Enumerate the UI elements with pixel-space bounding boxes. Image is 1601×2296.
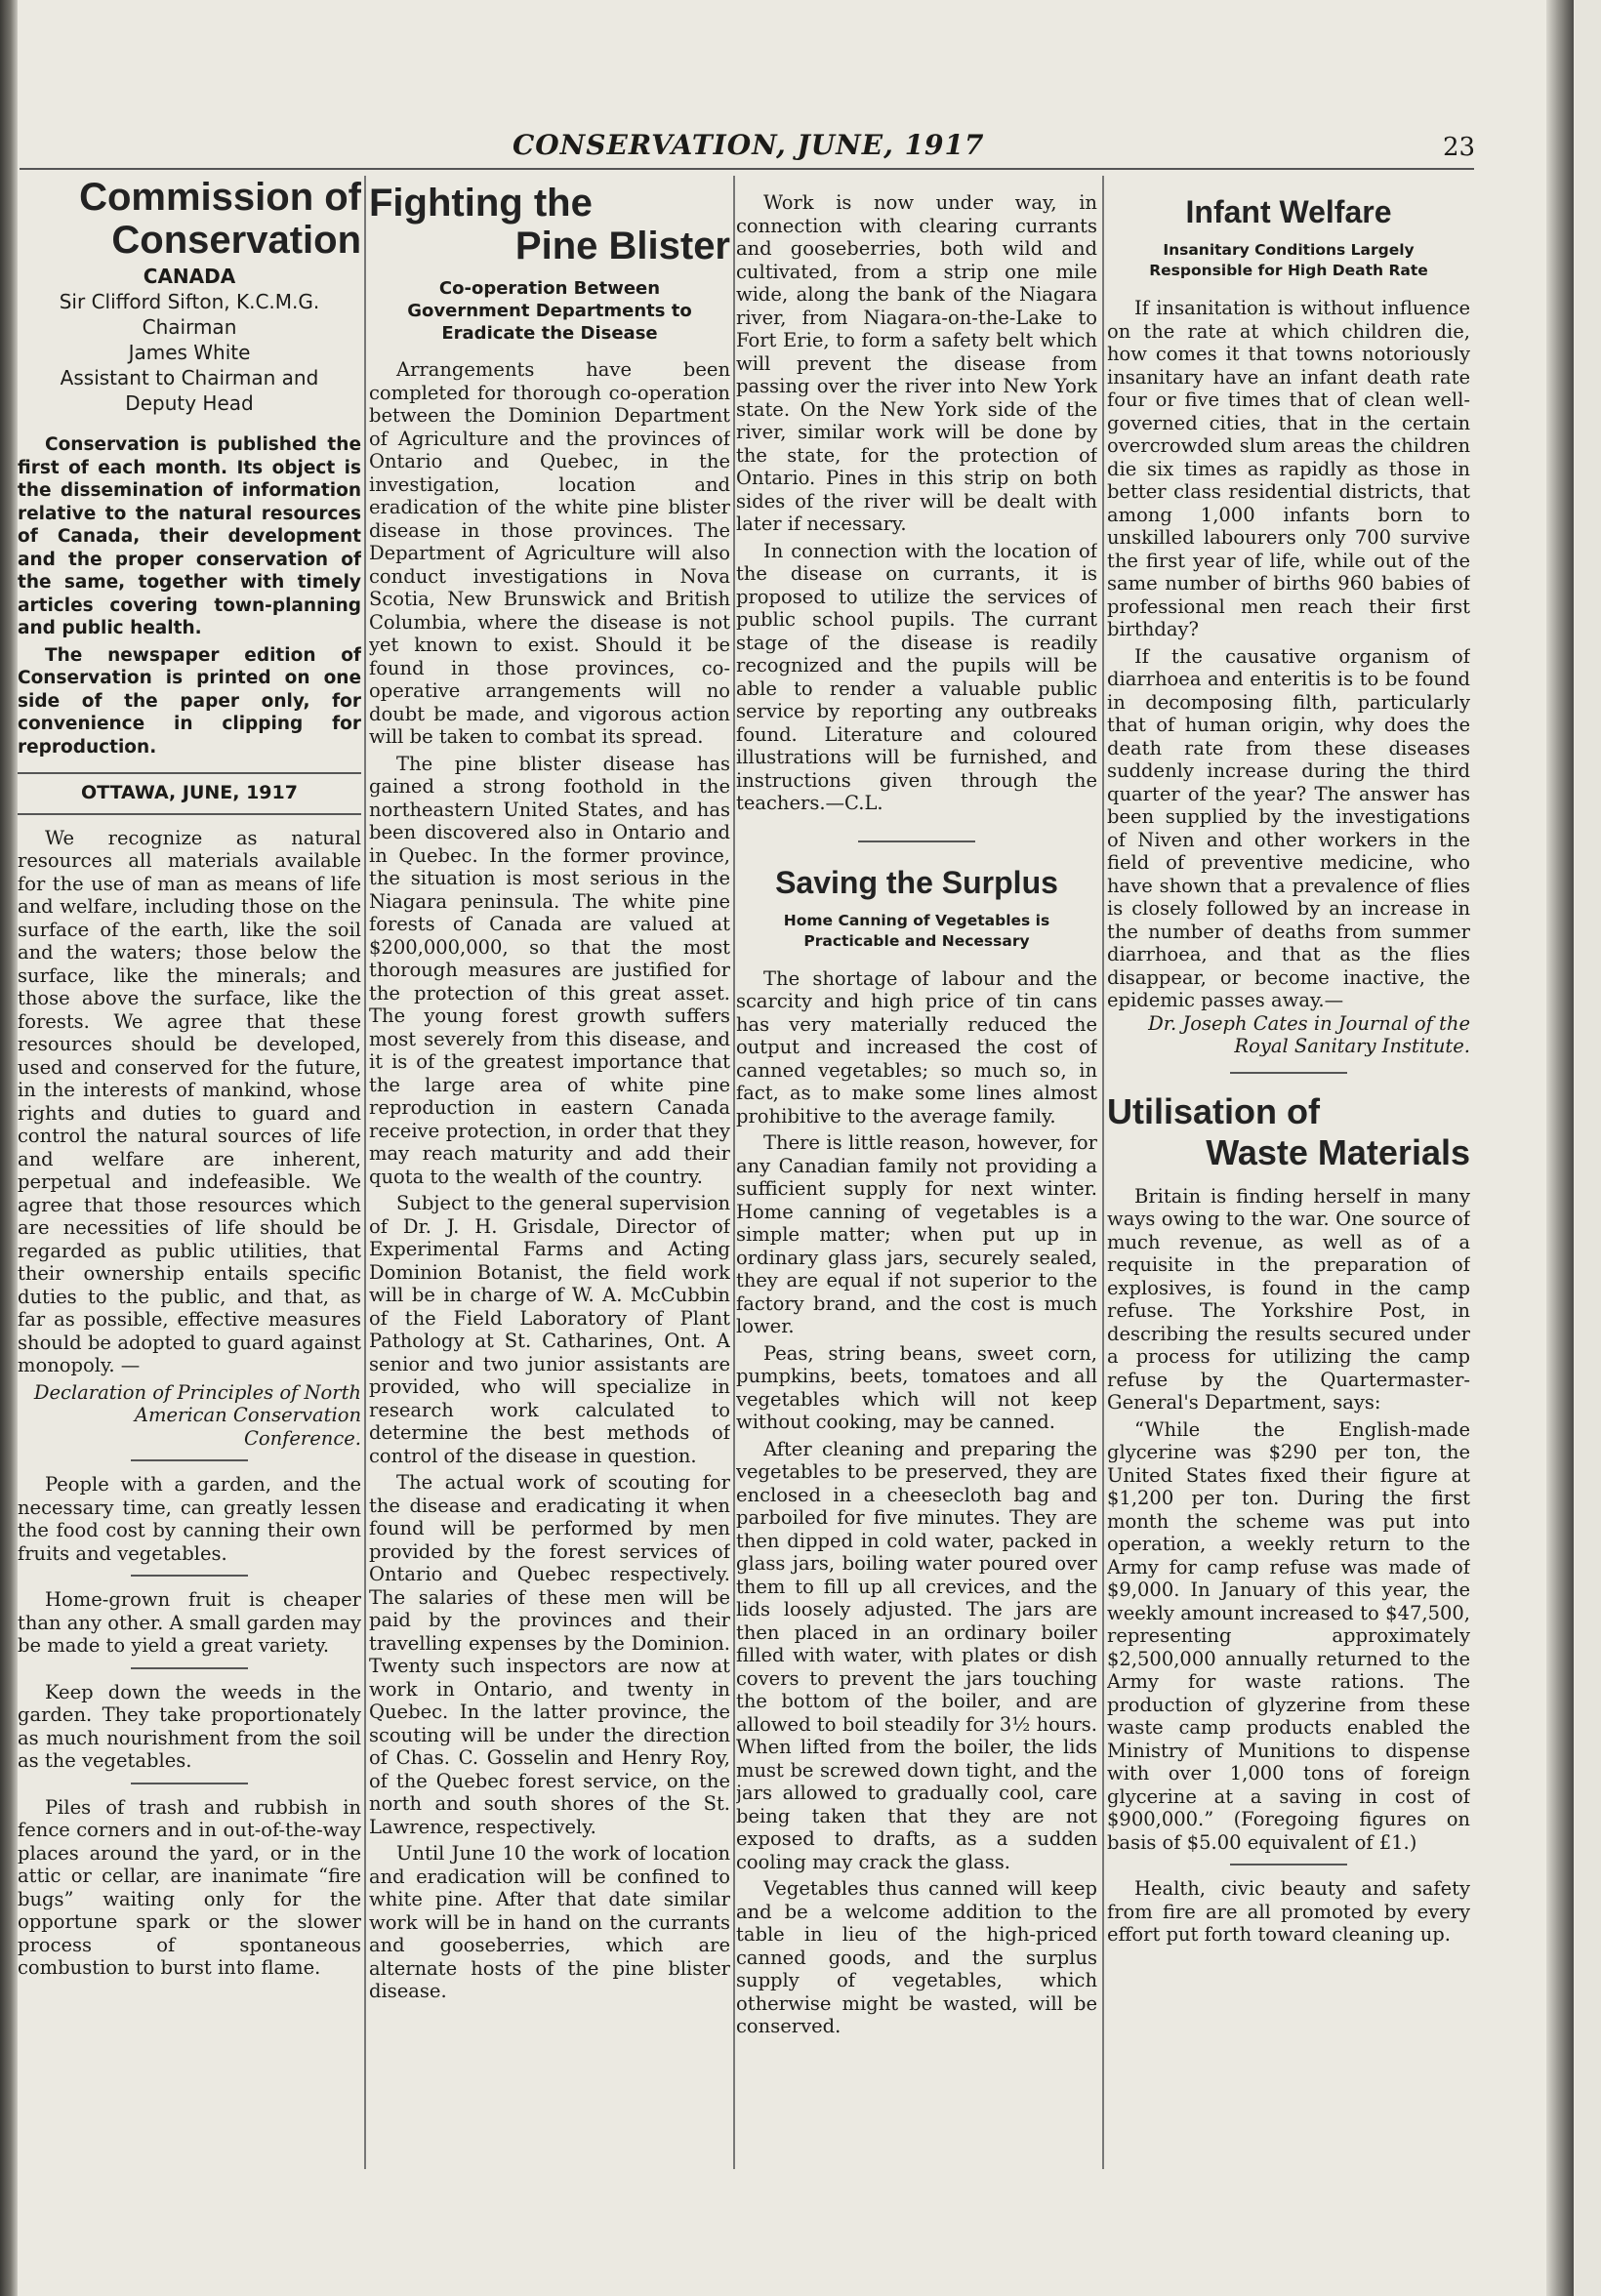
article-paragraph: Peas, string beans, sweet corn, pumpkins, beets, tomatoes and all vegetables which will not keep without cooking, may be canned.: [736, 1341, 1097, 1433]
page-edge: [1546, 0, 1574, 2296]
article-paragraph: The actual work of scouting for the disease and eradicating it when found will be performed by men provided by the forest services of Ontario and Quebec respectively. The salaries of these men will be paid by the provinces and their travelling expenses by the Dominion. Twenty such inspectors are now at work in Ontario, and twenty in Quebec. In the latter province, the scouting will be under the direction of Chas. C. Gosselin and Henry Roy, of the Quebec forest service, on the north and south shores of the St. Lawrence, respectively.: [369, 1471, 730, 1838]
article-paragraph: Vegetables thus canned will keep and be a welcome addition to the table in lieu of the high-priced canned goods, and the surplus supply of vegetables, which otherwise might be wasted, will be conserved.: [736, 1877, 1097, 2037]
dateline: OTTAWA, JUNE, 1917: [18, 772, 361, 815]
column-rule: [1102, 176, 1104, 2169]
article-subhead: Co-operation Between Government Departments to Eradicate the Disease: [407, 278, 692, 344]
assistant-title-line2: Deputy Head: [125, 391, 254, 415]
article-paragraph: There is little reason, however, for any Canadian family not providing a sufficient supply for next winter. Home canning of vegetables is a simple matter; when put up in ordinary glass jars, securely sealed, they are equal if not superior to the factory brand, and the cost is much lower.: [736, 1131, 1097, 1337]
masthead-title-line2: Conservation: [111, 219, 361, 262]
assistant-title-line1: Assistant to Chairman and: [60, 366, 319, 390]
article-paragraph: In connection with the location of the disease on currants, it is proposed to utilize the services of public school pupils. The currant stage of the disease is readily recognized and the pupils will be able to render a valuable public service by reporting any outbreaks found. Literature and coloured illustrations will be furnished, and instructions given through the teachers.—C.L.: [736, 539, 1097, 814]
header-rule: [20, 168, 1474, 170]
article-source: Dr. Joseph Cates in Journal of the Royal Sanitary Institute.: [1148, 1011, 1470, 1057]
article-paragraph: Work is now under way, in connection with clearing currants and gooseberries, both wild and cultivated, from a strip one mile wide, along the bank of the Niagara river, from Niagara-on-the-Lake to Fort Erie, to form a safety belt which will prevent the disease from passing over the river into New York state. On the New York side of the river, similar work will be done by the state, for the protection of Ontario. Pines in this strip on both sides of the river will be dealt with later if necessary.: [736, 191, 1097, 535]
chairman-title: Chairman: [142, 315, 237, 339]
masthead-title-line1: Commission of: [79, 176, 361, 219]
assistant-name: James White: [128, 341, 251, 364]
divider: [131, 1783, 248, 1784]
article-paragraph: The pine blister disease has gained a strong foothold in the northeastern United States, and has been discovered also in Ontario and in Quebec. In the former province, the situation is most serious in the Niagara peninsula. The white pine forests of Canada are valued at $200,000,000, so that the most thorough measures are justified for the protection of this great asset. The young forest growth suffers most severely from this disease, and it is of the greatest importance that the large area of white pine reproduction in eastern Canada receive protection, in order that they may reach maturity and add their quota to the wealth of the country.: [369, 752, 730, 1188]
declaration-source: Declaration of Principles of North American Conservation Conference.: [33, 1380, 361, 1450]
running-head: CONSERVATION, JUNE, 1917: [513, 129, 985, 161]
article-title-line1: Fighting the: [369, 182, 593, 225]
page-number: 23: [1443, 133, 1476, 162]
column-rule: [733, 176, 735, 2169]
column-pine-blister: [369, 176, 730, 2169]
article-title-line1: Utilisation of: [1107, 1090, 1320, 1131]
declaration-text: We recognize as natural resources all materials available for the use of man as means of life and welfare, including those on the surface of the earth, like the soil and the waters; those below the surface, like the minerals; and those above the surface, like the forests. We agree that these resources should be developed, used and conserved for the future, in the interests of mankind, whose rights and duties to guard and control the natural sources of life and welfare are inherent, perpetual and indefeasible. We agree that those resources which are necessities of life should be regarded as public utilities, that their ownership entails specific duties to the public, and that, as far as possible, effective measures should be adopted to guard against monopoly. —: [18, 826, 361, 1376]
divider: [131, 1667, 248, 1669]
article-title-line2: Waste Materials: [1206, 1131, 1470, 1172]
article-paragraph: After cleaning and preparing the vegetables to be preserved, they are enclosed in a cheesecloth bag and parboiled for five minutes. They are then dipped in cold water, packed in glass jars, boiling water poured over them to fill up all crevices, and the lids loosely adjusted. The jars are then placed in an ordinary boiler filled with water, with plates or dish covers to prevent the jars touching the bottom of the boiler, and are allowed to boil steadily for 3½ hours. When lifted from the boiler, the lids must be screwed down tight, and the jars allowed to gradually cool, care being taken that they are not exposed to drafts, as a sudden cooling may crack the glass.: [736, 1437, 1097, 1873]
newspaper-edition-notice: The newspaper edition of Conservation is printed on one side of the paper only, for convenience in clipping for reproduction.: [18, 644, 361, 758]
column-masthead: [18, 176, 361, 2169]
divider: [131, 1575, 248, 1577]
article-paragraph: “While the English-made glycerine was $290 per ton, the United States fixed their figure at $1,200 per ton. During the first month the scheme was put into operation, a weekly return to the Army for camp refuse was made of $9,000. In January of this year, the weekly amount increased to $47,500, representing approximately $2,500,000 annually returned to the Army for waste rations. The production of glyzerine from these waste camp products enabled the Ministry of Munitions to dispense with over 1,000 tons of foreign glycerine at a saving in cost of $900,000.” (Foregoing figures on basis of $5.00 equivalent of £1.): [1107, 1417, 1470, 1854]
article-paragraph: Health, civic beauty and safety from fire are all promoted by every effort put forth toward cleaning up.: [1107, 1877, 1470, 1946]
chairman-name: Sir Clifford Sifton, K.C.M.G.: [59, 290, 320, 313]
divider: [131, 1459, 248, 1461]
filler-item: Piles of trash and rubbish in fence corners and in out-of-the-way places around the yard, or in the attic or cellar, are inanimate “fire bugs” waiting only for the opportune spark or the slower process of spontaneous combustion to burst into flame.: [18, 1795, 361, 1979]
article-title: Infant Welfare: [1185, 194, 1392, 229]
article-paragraph: Arrangements have been completed for thorough co-operation between the Dominion Department of Agriculture and the provinces of Ontario and Quebec, in the investigation, location and eradication of the white pine blister disease in those provinces. The Department of Agriculture will also conduct investigations in Nova Scotia, New Brunswick and British Columbia, where the disease is not yet known to exist. Should it be found in those provinces, co-operative arrangements will no doubt be made, and vigorous action will be taken to combat its spread.: [369, 358, 730, 748]
article-subhead: Home Canning of Vegetables is Practicable and Necessary: [783, 911, 1050, 950]
article-paragraph: Until June 10 the work of location and eradication will be confined to white pine. After that date similar work will be in hand on the currants and gooseberries, which are alternate hosts of the pine blister disease.: [369, 1842, 730, 2002]
article-title: Saving the Surplus: [775, 864, 1058, 900]
binding-edge: [0, 0, 18, 2296]
divider: [1230, 1072, 1347, 1074]
article-paragraph: Subject to the general supervision of Dr. J. H. Grisdale, Director of Experimental Farms and Acting Dominion Botanist, the field work will be in charge of W. A. McCubbin of the Field Laboratory of Plant Pathology at St. Catharines, Ont. A senior and two junior assistants are provided, who will specialize in research work calculated to determine the best methods of control of the disease in question.: [369, 1192, 730, 1467]
filler-item: Keep down the weeds in the garden. They take proportionately as much nourishment from the soil as the vegetables.: [18, 1680, 361, 1772]
article-paragraph: Britain is finding herself in many ways owing to the war. One source of much revenue, as well as of a requisite in the preparation of explosives, is found in the camp refuse. The Yorkshire Post, in describing the results secured under a process for utilizing the camp refuse by the Quartermaster-General's Department, says:: [1107, 1184, 1470, 1414]
article-subhead: Insanitary Conditions Largely Responsible for High Death Rate: [1149, 241, 1428, 279]
filler-item: Home-grown fruit is cheaper than any other. A small garden may be made to yield a great variety.: [18, 1588, 361, 1657]
divider: [1230, 1864, 1347, 1866]
column-saving-surplus: [736, 176, 1097, 2169]
column-infant-welfare: [1107, 176, 1470, 2169]
divider: [858, 840, 975, 842]
article-paragraph: If insanitation is without influence on the rate at which children die, how comes it that towns notoriously insanitary have an infant death rate four or five times that of clean well-governed cities, that in the certain overcrowded slum areas the children die six times as rapidly as those in better class residential districts, that among 1,000 infants born to unskilled labourers only 700 survive the first year of life, while out of the same number of births 960 babies of professional men reach their first birthday?: [1107, 297, 1470, 640]
article-paragraph: The shortage of labour and the scarcity and high price of tin cans has very materially reduced the output and increased the cost of canned vegetables; so much so, in fact, as to make some lines almost prohibitive to the average family.: [736, 966, 1097, 1128]
filler-item: People with a garden, and the necessary time, can greatly lessen the food cost by canning their own fruits and vegetables.: [18, 1473, 361, 1565]
masthead-country: CANADA: [143, 265, 236, 288]
article-title-line2: Pine Blister: [514, 225, 730, 267]
publication-notice: Conservation is published the first of each month. Its object is the dissemination of information relative to the natural resources of Canada, their development and the proper conservation of the same, together with timely articles covering town-planning and public health.: [18, 434, 361, 638]
column-rule: [364, 176, 366, 2169]
article-paragraph: If the causative organism of diarrhoea and enteritis is to be found in decomposing filth, particularly that of human origin, why does the death rate from these diseases suddenly increase during the third quarter of the year? The answer has been supplied by the investigations of Niven and other workers in the field of preventive medicine, who have shown that a prevalence of flies is closely followed by an increase in the number of deaths from summer diarrhoea, and that as the flies disappear, or become inactive, the epidemic passes away.—: [1107, 644, 1470, 1011]
